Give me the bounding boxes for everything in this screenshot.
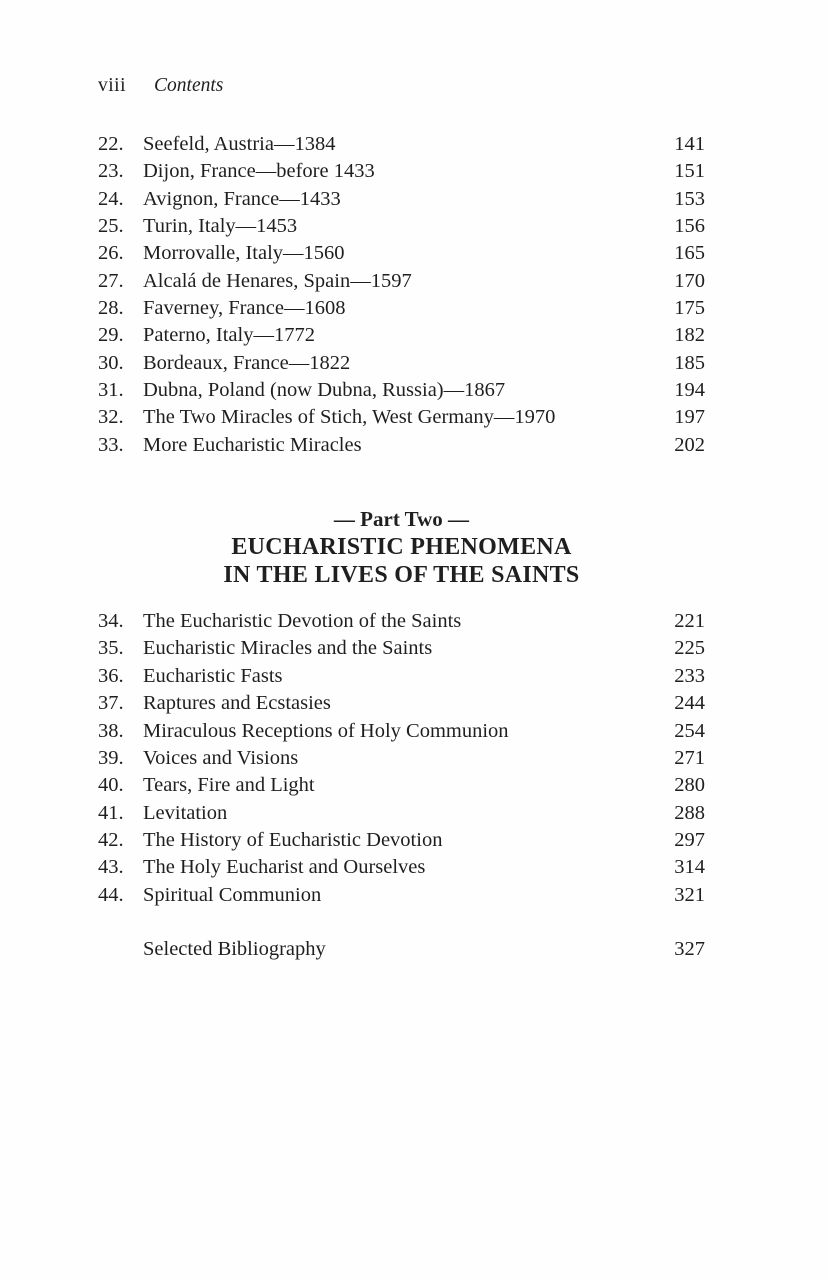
toc-entry-title: More Eucharistic Miracles xyxy=(143,433,362,456)
toc-entry-page: 254 xyxy=(674,719,705,742)
toc-entry xyxy=(98,186,705,213)
toc-entry-number: 33. xyxy=(98,433,124,456)
toc-entry-number: 34. xyxy=(98,610,124,633)
toc-entry-page: 185 xyxy=(674,351,705,374)
toc-entry-page: 280 xyxy=(674,774,705,797)
toc-entry-title: Seefeld, Austria—1384 xyxy=(143,133,336,155)
toc-entry-title: The Two Miracles of Stich, West Germany—1970 xyxy=(143,406,556,429)
toc-entry-title: The History of Eucharistic Devotion xyxy=(143,828,443,851)
toc-entry-title: Spiritual Communion xyxy=(143,883,322,906)
toc-entry-number: 28. xyxy=(98,297,124,320)
toc-entry-number: 32. xyxy=(98,406,124,429)
toc-entry xyxy=(98,800,705,827)
toc-entry-page: 170 xyxy=(674,269,705,292)
toc-entry-title: Voices and Visions xyxy=(143,746,299,769)
toc-part1-list xyxy=(98,131,705,459)
toc-entry-page: 233 xyxy=(674,664,705,687)
toc-entry-page: 156 xyxy=(674,215,705,238)
toc-entry-number: 25. xyxy=(98,215,124,238)
toc-entry-title: Raptures and Ecstasies xyxy=(143,692,331,715)
toc-entry xyxy=(98,350,705,377)
toc-entry xyxy=(98,882,705,909)
toc-entry xyxy=(98,635,705,662)
toc-entry-page: 141 xyxy=(674,133,705,155)
toc-entry-page: 202 xyxy=(674,433,705,456)
toc-entry-title: Dubna, Poland (now Dubna, Russia)—1867 xyxy=(143,379,506,402)
toc-entry xyxy=(98,608,705,635)
toc-entry-title: Eucharistic Miracles and the Saints xyxy=(143,637,433,660)
toc-entry-page: 151 xyxy=(674,160,705,183)
toc-entry-number: 22. xyxy=(98,133,124,155)
toc-entry-number: 24. xyxy=(98,187,124,210)
toc-entry xyxy=(98,827,705,854)
toc-entry xyxy=(98,131,705,158)
toc-entry-page: 314 xyxy=(674,856,705,879)
toc-entry-number: 35. xyxy=(98,637,124,660)
toc-entry-number: 40. xyxy=(98,774,124,797)
toc-entry xyxy=(98,158,705,185)
toc-entry-number: 36. xyxy=(98,664,124,687)
toc-entry-title: Eucharistic Fasts xyxy=(143,664,283,687)
toc-entry-page: 288 xyxy=(674,801,705,824)
toc-entry-number: 26. xyxy=(98,242,124,265)
running-header xyxy=(98,74,705,98)
toc-entry-title: Tears, Fire and Light xyxy=(143,774,315,797)
toc-entry-title: The Eucharistic Devotion of the Saints xyxy=(143,610,462,633)
toc-entry xyxy=(98,663,705,690)
toc-entry-page: 297 xyxy=(674,828,705,851)
toc-entry xyxy=(98,854,705,881)
toc-entry-title: Turin, Italy—1453 xyxy=(143,215,298,238)
toc-entry-title: Miraculous Receptions of Holy Communion xyxy=(143,719,509,742)
toc-entry-title: Bordeaux, France—1822 xyxy=(143,351,351,374)
toc-part2-list xyxy=(98,608,705,909)
toc-entry xyxy=(98,295,705,322)
toc-entry-page: 221 xyxy=(674,610,705,633)
toc-entry-page: 271 xyxy=(674,746,705,769)
bibliography-entry xyxy=(98,936,705,963)
toc-entry-number: 37. xyxy=(98,692,124,715)
toc-entry-number: 39. xyxy=(98,746,124,769)
toc-entry-title: Faverney, France—1608 xyxy=(143,297,346,320)
toc-entry-number: 31. xyxy=(98,379,124,402)
toc-entry-number: 27. xyxy=(98,269,124,292)
toc-entry-title: Morrovalle, Italy—1560 xyxy=(143,242,345,265)
toc-entry-title: Levitation xyxy=(143,801,228,824)
toc-entry-title: Dijon, France—before 1433 xyxy=(143,160,375,183)
toc-entry-number: 44. xyxy=(98,883,124,906)
toc-entry xyxy=(98,213,705,240)
part-two-heading xyxy=(98,505,705,589)
toc-entry xyxy=(98,690,705,717)
toc-entry-page: 182 xyxy=(674,324,705,347)
toc-entry-page: 153 xyxy=(674,187,705,210)
toc-entry-page: 197 xyxy=(674,406,705,429)
toc-entry xyxy=(98,745,705,772)
part-title-line1: EUCHARISTIC PHENOMENA xyxy=(231,534,572,561)
toc-entry-number: 38. xyxy=(98,719,124,742)
toc-entry-page: 225 xyxy=(674,637,705,660)
toc-entry xyxy=(98,268,705,295)
bibliography-page: 327 xyxy=(674,937,705,960)
toc-entry-number: 43. xyxy=(98,856,124,879)
toc-entry-title: Alcalá de Henares, Spain—1597 xyxy=(143,269,412,292)
page-folio: viii xyxy=(98,75,127,96)
toc-entry-number: 23. xyxy=(98,160,124,183)
toc-entry-page: 194 xyxy=(674,379,705,402)
toc-entry-page: 244 xyxy=(674,692,705,715)
toc-entry xyxy=(98,322,705,349)
toc-entry-page: 175 xyxy=(674,297,705,320)
toc-entry xyxy=(98,772,705,799)
toc-entry xyxy=(98,432,705,459)
toc-entry-title: The Holy Eucharist and Ourselves xyxy=(143,856,426,879)
part-label: — Part Two — xyxy=(333,507,470,532)
toc-entry xyxy=(98,240,705,267)
toc-entry-page: 321 xyxy=(674,883,705,906)
part-title-line2: IN THE LIVES OF THE SAINTS xyxy=(223,562,580,589)
bibliography-title: Selected Bibliography xyxy=(143,937,326,960)
running-header-title: Contents xyxy=(154,75,224,96)
toc-entry xyxy=(98,718,705,745)
toc-entry-number: 42. xyxy=(98,828,124,851)
toc-entry xyxy=(98,404,705,431)
toc-entry-title: Paterno, Italy—1772 xyxy=(143,324,315,347)
toc-entry xyxy=(98,377,705,404)
toc-entry-number: 29. xyxy=(98,324,124,347)
toc-entry-number: 30. xyxy=(98,351,124,374)
toc-entry-page: 165 xyxy=(674,242,705,265)
toc-entry-number: 41. xyxy=(98,801,124,824)
toc-entry-title: Avignon, France—1433 xyxy=(143,187,341,210)
